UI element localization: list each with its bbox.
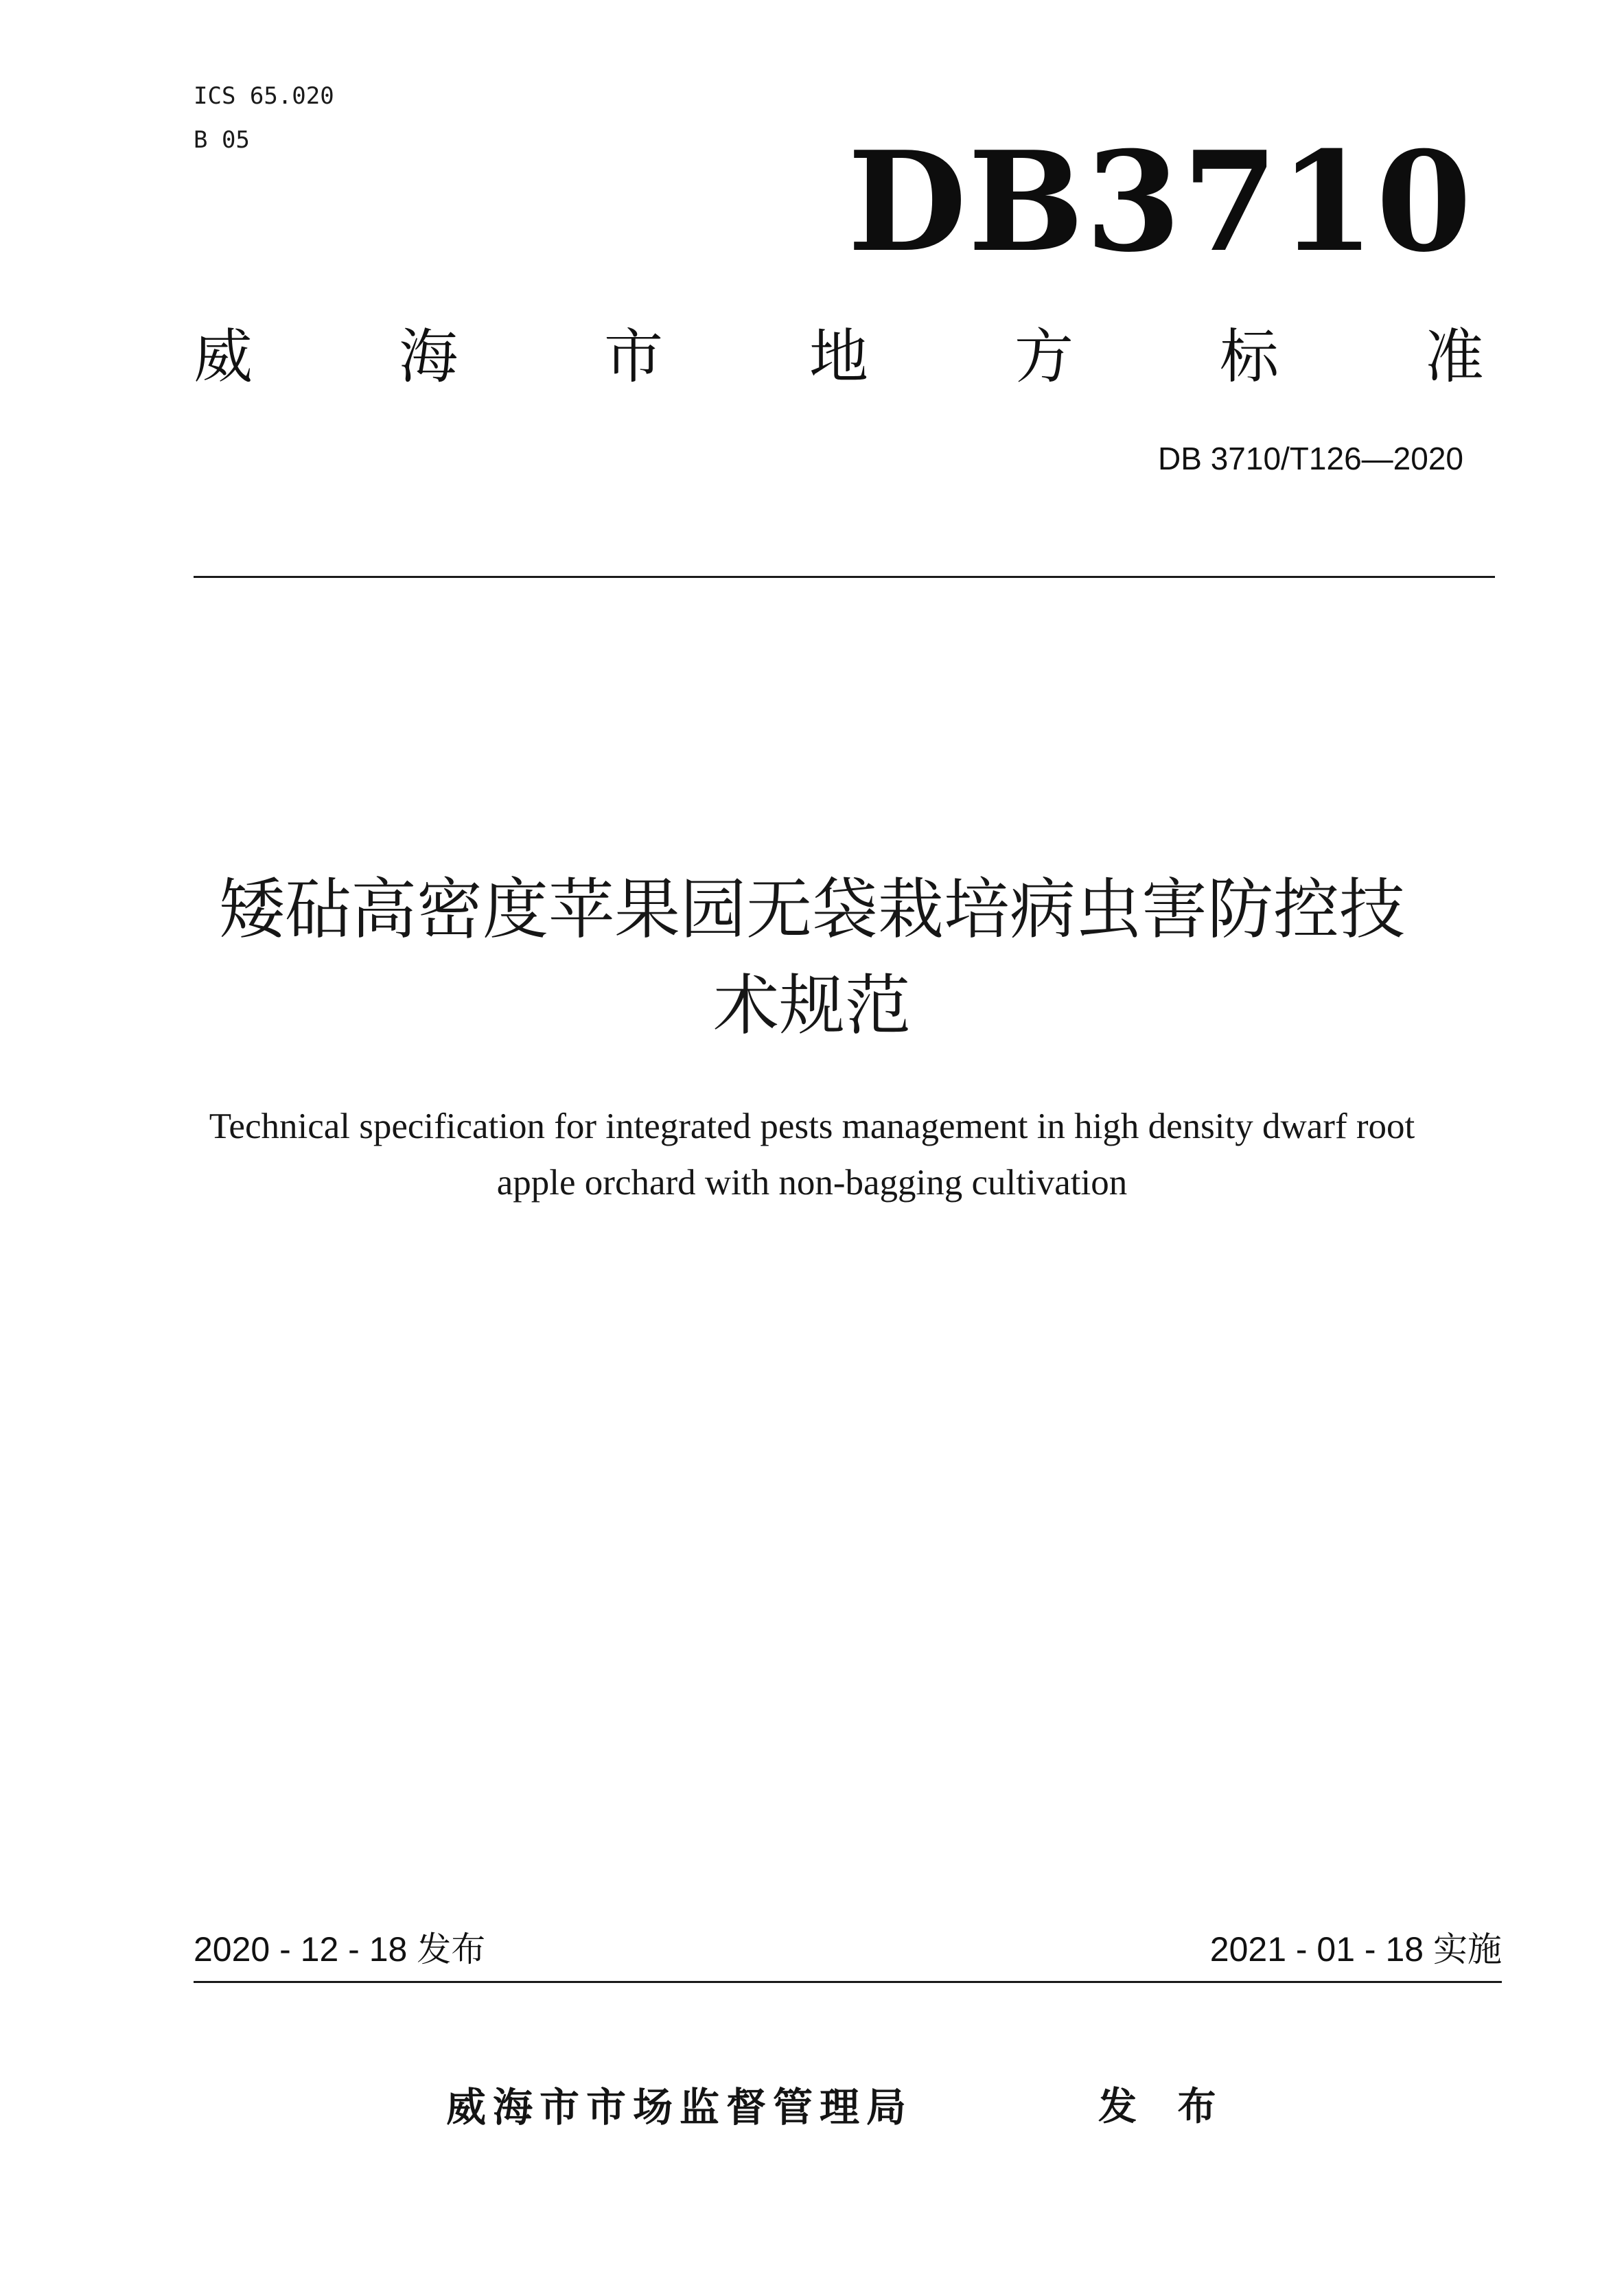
ics-code: ICS 65.020 — [194, 82, 334, 110]
english-title-line: apple orchard with non-bagging cultivation — [496, 1163, 1128, 1203]
footer-divider — [194, 1981, 1502, 1983]
chinese-title-line: 矮砧高密度苹果园无袋栽培病虫害防控技 — [219, 871, 1405, 948]
issuing-authority: 威海市市场监督管理局 — [446, 2084, 914, 2131]
standard-type-char: 威 — [194, 323, 253, 391]
standard-type-char: 方 — [1014, 323, 1074, 391]
standard-type-char: 地 — [809, 323, 868, 391]
english-title — [137, 1098, 1487, 1211]
header-divider — [194, 576, 1495, 578]
issue-label: 发 布 — [1098, 2085, 1230, 2129]
standard-type-heading — [194, 323, 1484, 391]
standard-type-char: 标 — [1220, 323, 1279, 391]
ccs-code: B 05 — [194, 126, 250, 154]
english-title-line: Technical specification for integrated pests management in high density dwarf root — [209, 1106, 1415, 1146]
standard-number: DB 3710/T126—2020 — [1158, 441, 1463, 476]
chinese-title — [137, 861, 1487, 1054]
standard-type-char: 海 — [399, 323, 458, 391]
chinese-title-line: 术规范 — [713, 967, 911, 1044]
db-code-logo: DB3710 — [847, 121, 1473, 283]
release-date: 2020 - 12 - 18 发布 — [194, 1930, 486, 1969]
implementation-date: 2021 - 01 - 18 实施 — [1209, 1930, 1502, 1969]
standard-type-char: 准 — [1425, 323, 1484, 391]
standard-type-char: 市 — [604, 323, 663, 391]
